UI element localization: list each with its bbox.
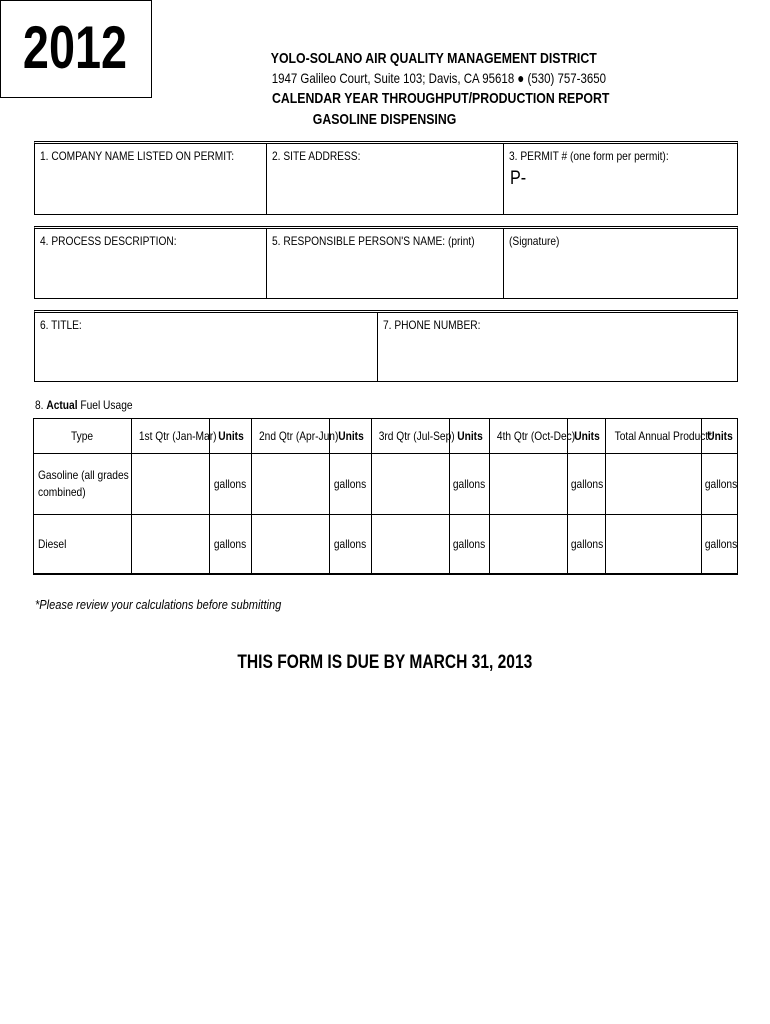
table-row-gasoline [34,454,738,515]
table-header-row [34,419,738,454]
diesel-q4-input[interactable] [490,515,568,575]
col-units: Units [450,419,490,454]
report-year: 2012 [22,14,128,81]
unit-label: gallons [210,454,252,515]
phone-field[interactable] [378,313,737,381]
diesel-q2-input[interactable] [252,515,330,575]
unit-label: gallons [210,515,252,575]
site-address-label: 2. SITE ADDRESS: [272,149,361,163]
gasoline-q4-input[interactable] [490,454,568,515]
col-units: Units [210,419,252,454]
unit-label: gallons [702,515,738,575]
title-field[interactable] [35,313,378,381]
diesel-q3-input[interactable] [372,515,450,575]
agency-name: YOLO-SOLANO AIR QUALITY MANAGEMENT DISTRICT [270,50,597,67]
process-description-label: 4. PROCESS DESCRIPTION: [40,234,177,248]
permit-number-field[interactable] [504,144,737,214]
responsible-person-field[interactable] [267,229,504,298]
unit-label: gallons [450,515,490,575]
diesel-q1-input[interactable] [132,515,210,575]
signature-label: (Signature) [509,234,560,248]
unit-label: gallons [330,454,372,515]
process-description-field[interactable] [35,229,267,298]
process-person-row [34,226,738,299]
site-address-field[interactable] [267,144,504,214]
permit-prefix: P- [510,168,527,189]
title-phone-row [34,310,738,382]
row-type-gasoline: Gasoline (all grades combined) [34,454,132,515]
company-site-permit-row [34,141,738,215]
company-name-field[interactable] [35,144,267,214]
signature-field[interactable] [504,229,737,298]
responsible-person-label: 5. RESPONSIBLE PERSON'S NAME: (print) [272,234,475,248]
gasoline-total-input[interactable] [606,454,702,515]
table-row-diesel [34,515,738,575]
unit-label: gallons [568,454,606,515]
col-units: Units [568,419,606,454]
col-q3: 3rd Qtr (Jul-Sep) [372,419,450,454]
unit-label: gallons [568,515,606,575]
diesel-total-input[interactable] [606,515,702,575]
unit-label: gallons [330,515,372,575]
due-date-notice: THIS FORM IS DUE BY MARCH 31, 2013 [237,652,533,673]
gasoline-q3-input[interactable] [372,454,450,515]
col-units: Units [702,419,738,454]
col-q1: 1st Qtr (Jan-Mar) [132,419,210,454]
title-label: 6. TITLE: [40,318,82,332]
review-note: *Please review your calculations before submitting [35,597,282,612]
agency-address: 1947 Galileo Court, Suite 103; Davis, CA 95618 ● (530) 757-3650 [271,70,607,86]
fuel-usage-table [33,418,738,575]
col-q4: 4th Qtr (Oct-Dec) [490,419,568,454]
phone-label: 7. PHONE NUMBER: [383,318,481,332]
fuel-usage-heading: 8. Actual Fuel Usage [35,398,133,412]
gasoline-q2-input[interactable] [252,454,330,515]
gasoline-q1-input[interactable] [132,454,210,515]
permit-number-label: 3. PERMIT # (one form per permit): [509,149,669,163]
unit-label: gallons [702,454,738,515]
report-title: CALENDAR YEAR THROUGHPUT/PRODUCTION REPORT [272,90,610,107]
unit-label: gallons [450,454,490,515]
col-total: Total Annual Product* [606,419,702,454]
col-q2: 2nd Qtr (Apr-Jun) [252,419,330,454]
report-subtitle: GASOLINE DISPENSING [313,111,457,128]
col-type: Type [34,419,132,454]
company-name-label: 1. COMPANY NAME LISTED ON PERMIT: [40,149,235,163]
col-units: Units [330,419,372,454]
row-type-diesel: Diesel [34,515,132,575]
year-box [0,0,152,98]
